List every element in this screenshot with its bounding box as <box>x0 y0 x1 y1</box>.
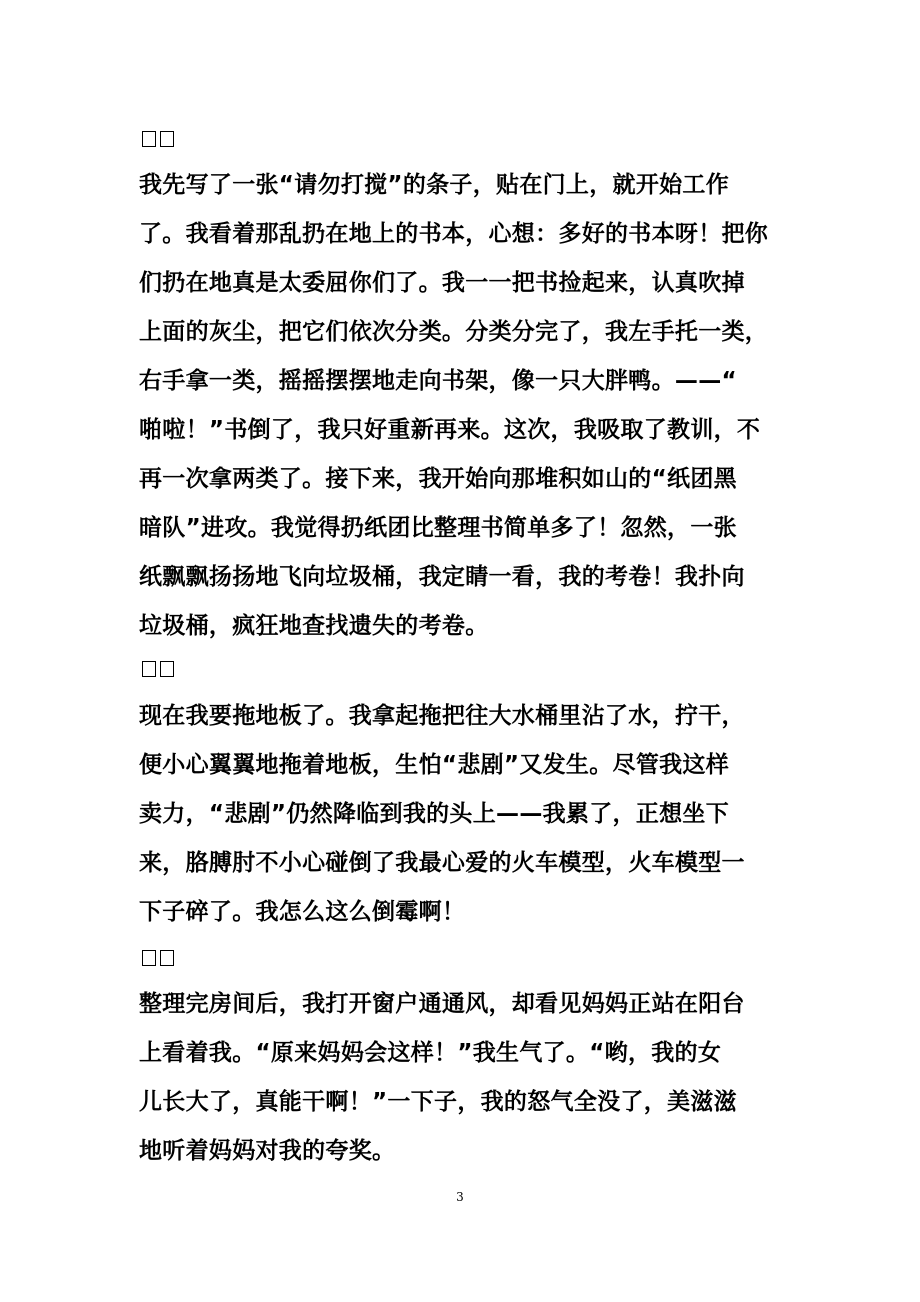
text-line: 整理完房间后，我打开窗户通通风，却看见妈妈正站在阳台 <box>139 991 745 1017</box>
placeholder-box-icon <box>160 131 174 147</box>
paragraph-1 <box>139 161 799 651</box>
placeholder-box-icon <box>160 661 174 677</box>
placeholder-box-icon <box>142 131 156 147</box>
text-line: 啪啦！”书倒了，我只好重新再来。这次，我吸取了教训，不 <box>139 417 761 443</box>
placeholder-box-icon <box>142 661 156 677</box>
text-line: 们扔在地真是太委屈你们了。我一一把书捡起来，认真吹掉 <box>139 270 745 296</box>
page-number: 3 <box>456 1190 464 1204</box>
section-marker <box>142 950 174 966</box>
section-marker <box>142 131 174 147</box>
text-line: 现在我要拖地板了。我拿起拖把往大水桶里沾了水，拧干， <box>139 703 745 729</box>
text-line: 上看着我。“原来妈妈会这样！”我生气了。“哟，我的女 <box>139 1040 722 1066</box>
text-line: 卖力，“悲剧”仍然降临到我的头上——我累了，正想坐下 <box>139 801 730 827</box>
text-line: 暗队”进攻。我觉得扔纸团比整理书简单多了！忽然，一张 <box>139 515 737 541</box>
section-marker <box>142 661 174 677</box>
placeholder-box-icon <box>142 950 156 966</box>
placeholder-box-icon <box>160 950 174 966</box>
text-line: 地听着妈妈对我的夸奖。 <box>139 1138 396 1164</box>
text-line: 下子碎了。我怎么这么倒霉啊！ <box>139 899 466 925</box>
text-line: 来，胳膊肘不小心碰倒了我最心爱的火车模型，火车模型一 <box>139 850 745 876</box>
text-line: 我先写了一张“请勿打搅”的条子，贴在门上，就开始工作 <box>139 172 730 198</box>
text-line: 上面的灰尘，把它们依次分类。分类分完了，我左手托一类， <box>139 319 769 345</box>
text-line: 纸飘飘扬扬地飞向垃圾桶，我定睛一看，我的考卷！我扑向 <box>139 564 745 590</box>
paragraph-3 <box>139 980 799 1176</box>
text-line: 垃圾桶，疯狂地查找遗失的考卷。 <box>139 613 489 639</box>
paragraph-2 <box>139 692 799 937</box>
text-line: 了。我看着那乱扔在地上的书本，心想：多好的书本呀！把你 <box>139 221 769 247</box>
text-line: 右手拿一类，摇摇摆摆地走向书架，像一只大胖鸭。——“ <box>139 368 737 394</box>
text-line: 儿长大了，真能干啊！”一下子，我的怒气全没了，美滋滋 <box>139 1089 737 1115</box>
text-line: 便小心翼翼地拖着地板，生怕“悲剧”又发生。尽管我这样 <box>139 752 730 778</box>
text-line: 再一次拿两类了。接下来，我开始向那堆积如山的“纸团黑 <box>139 466 737 492</box>
